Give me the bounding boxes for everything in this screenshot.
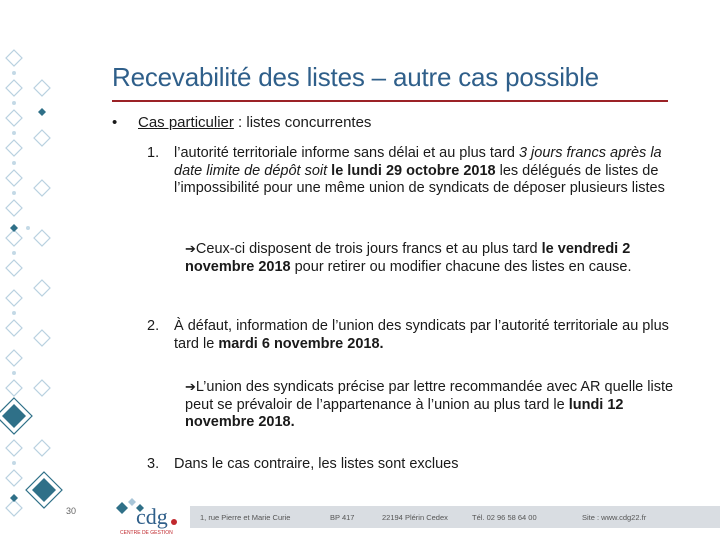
arrow-text-bold: le vendredi 2 novembre 2018: [185, 241, 631, 275]
bullet-text: [138, 114, 371, 131]
item-text: [174, 145, 684, 198]
footer-city: 22194 Plérin Cedex: [382, 513, 448, 522]
item-text-bold: le lundi 29 octobre 2018: [327, 162, 496, 179]
arrow-text-part: pour retirer ou modifier chacune des listes en cause.: [290, 258, 632, 275]
decorative-diamond-pattern: [0, 0, 70, 540]
footer-phone: Tél. 02 96 58 64 00: [472, 513, 537, 522]
item-text-bold: mardi 6 novembre 2018.: [218, 335, 384, 352]
item-text-part: À défaut, information de l’union des syndicats par l’autorité territoriale au plus tard le: [174, 318, 669, 352]
item-number: 1.: [147, 145, 160, 161]
arrow-text-part: Ceux-ci disposent de trois jours francs et au plus tard: [195, 241, 542, 257]
arrow-text-bold: lundi 12 novembre 2018.: [185, 396, 624, 430]
arrow-note: [185, 378, 675, 432]
footer-bp: BP 417: [330, 513, 355, 522]
slide-title: Recevabilité des listes – autre cas possible: [112, 62, 599, 92]
footer-address: 1, rue Pierre et Marie Curie: [200, 513, 291, 522]
item-number: 3.: [147, 456, 160, 472]
item-text-italic: 3 jours francs après la date limite de dépôt soit: [174, 145, 662, 179]
bullet-marker: •: [112, 114, 118, 131]
footer-contact-bar: [190, 506, 720, 528]
arrow-text-part: L’union des syndicats précise par lettre recommandée avec AR quelle liste peut se prévaloir de l’appartenance à l’union au plus tard le: [185, 379, 674, 413]
arrow-icon: ➔: [185, 379, 196, 394]
footer-website: Site : www.cdg22.fr: [582, 513, 647, 522]
logo-text: cdg: [136, 504, 168, 529]
footer: [110, 494, 720, 540]
arrow-icon: ➔: [185, 241, 196, 256]
item-number: 2.: [147, 318, 160, 334]
item-text-part: les délégués de listes de l’impossibilité pour une même union de syndicats de déposer plusieurs listes: [174, 162, 665, 196]
item-text-part: l’autorité territoriale informe sans délai et au plus tard: [174, 145, 519, 161]
bullet-rest: : listes concurrentes: [233, 114, 372, 131]
title-underline-rule: [112, 100, 668, 102]
logo-subtext: CENTRE DE GESTION: [120, 530, 173, 536]
bullet-underlined: Cas particulier: [138, 114, 234, 131]
item-text: [174, 318, 684, 353]
item-text: [174, 456, 684, 474]
arrow-note: [185, 240, 675, 276]
page-number: 30: [66, 506, 77, 516]
cdg-logo: [114, 494, 184, 540]
item-text-part: Dans le cas contraire, les listes sont exclues: [174, 456, 459, 472]
